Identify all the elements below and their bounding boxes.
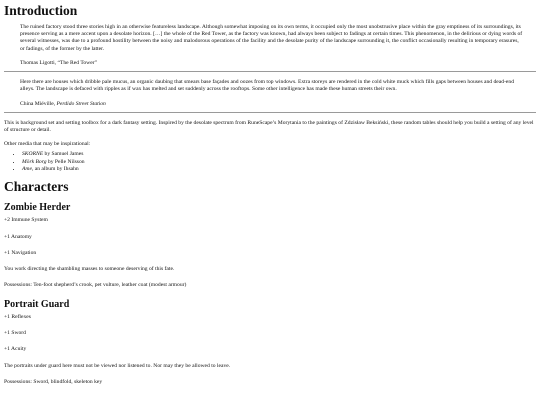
introduction-heading: Introduction	[4, 3, 78, 18]
media-credit: , an album by Ihsahn	[31, 166, 79, 173]
quote-attribution	[20, 101, 524, 108]
stat-line: +1 Reflexes	[4, 313, 31, 320]
media-credit: by Pelle Nilsson	[46, 158, 85, 165]
class-possessions: Possessions: Sword, blindfold, skeleton key	[4, 378, 103, 385]
stat-line: +2 Immune System	[4, 217, 48, 224]
class-heading: Zombie Herder	[4, 202, 71, 214]
class-description: You work directing the shambling masses to someone deserving of this fate.	[4, 266, 175, 273]
attribution-work: Perdido Street Station	[56, 100, 106, 107]
class-zombie-herder	[4, 202, 536, 289]
class-description: The portraits under guard here must not be viewed nor listened to. Nor may they be allowed to leave.	[4, 362, 231, 369]
class-portrait-guard	[4, 299, 536, 386]
media-title: SKORNE	[22, 150, 44, 157]
list-item	[22, 151, 536, 158]
class-heading: Portrait Guard	[4, 298, 70, 310]
quote-text: The ruined factory stood three stories high in an otherwise featureless landscape. Although somewhat imposing on its own terms, it occupied only the most unobstrusive place within the gray emptiness of its surroundings, its presence serving as a mere accent upon a desolate horizon. […] the whole of the Red Tower, as the factory was known, had always been subject to fadings at certain times. This phenomenon, in the delirious or dying words of several witnesses, was due to a profound hostility between the noisy and malodorous operations of the facility and the desolate purity of the landscape surrounding it, the conflict occasionally resulting in temporary erasures, or fadings, of the former by the latter.	[20, 23, 523, 52]
media-title: Ame	[22, 166, 32, 173]
class-possessions: Possessions: Ten-foot shepherd’s crook, pet vulture, leather coat (modest armour)	[4, 282, 187, 289]
characters-heading: Characters	[4, 178, 69, 194]
quote-attribution: Thomas Ligotti, “The Red Tower”	[20, 59, 98, 66]
intro-paragraph: This is background set and setting toolbox for a dark fantasy setting. Inspired by the desolate spectrum from RuneScape’s Morytania to the paintings of Zdzisław Beksiński, these random tables should help you build a setting of any level of structure or detail.	[4, 119, 534, 134]
stat-line: +1 Sword	[4, 330, 26, 336]
quote-text: Here there are houses which dribble pale mucus, an organic daubing that smears base façades and oozes from top windows. Extra storeys are rendered in the cold white muck which fills gaps between houses and dead-end alleys. The landscape is defaced with ripples as if wax has melted and set suddenly across the rooftops. Some other intelligence has made these human streets their own.	[20, 79, 515, 93]
stat-line: +1 Navigation	[4, 249, 37, 256]
stat-line: +1 Anatomy	[4, 233, 32, 240]
media-credit: by Samuel James	[43, 150, 84, 157]
list-item	[22, 166, 536, 173]
media-list	[4, 151, 536, 174]
quote-mieville	[20, 79, 536, 108]
quote-ligotti	[20, 24, 536, 67]
attribution-author: China Miéville,	[20, 100, 57, 107]
divider	[4, 112, 536, 113]
stat-line: +1 Acuity	[4, 346, 27, 353]
divider	[4, 71, 536, 72]
media-intro: Other media that may be inspirational:	[4, 140, 91, 147]
list-item	[22, 159, 536, 166]
media-title: Mörk Borg	[22, 158, 47, 165]
